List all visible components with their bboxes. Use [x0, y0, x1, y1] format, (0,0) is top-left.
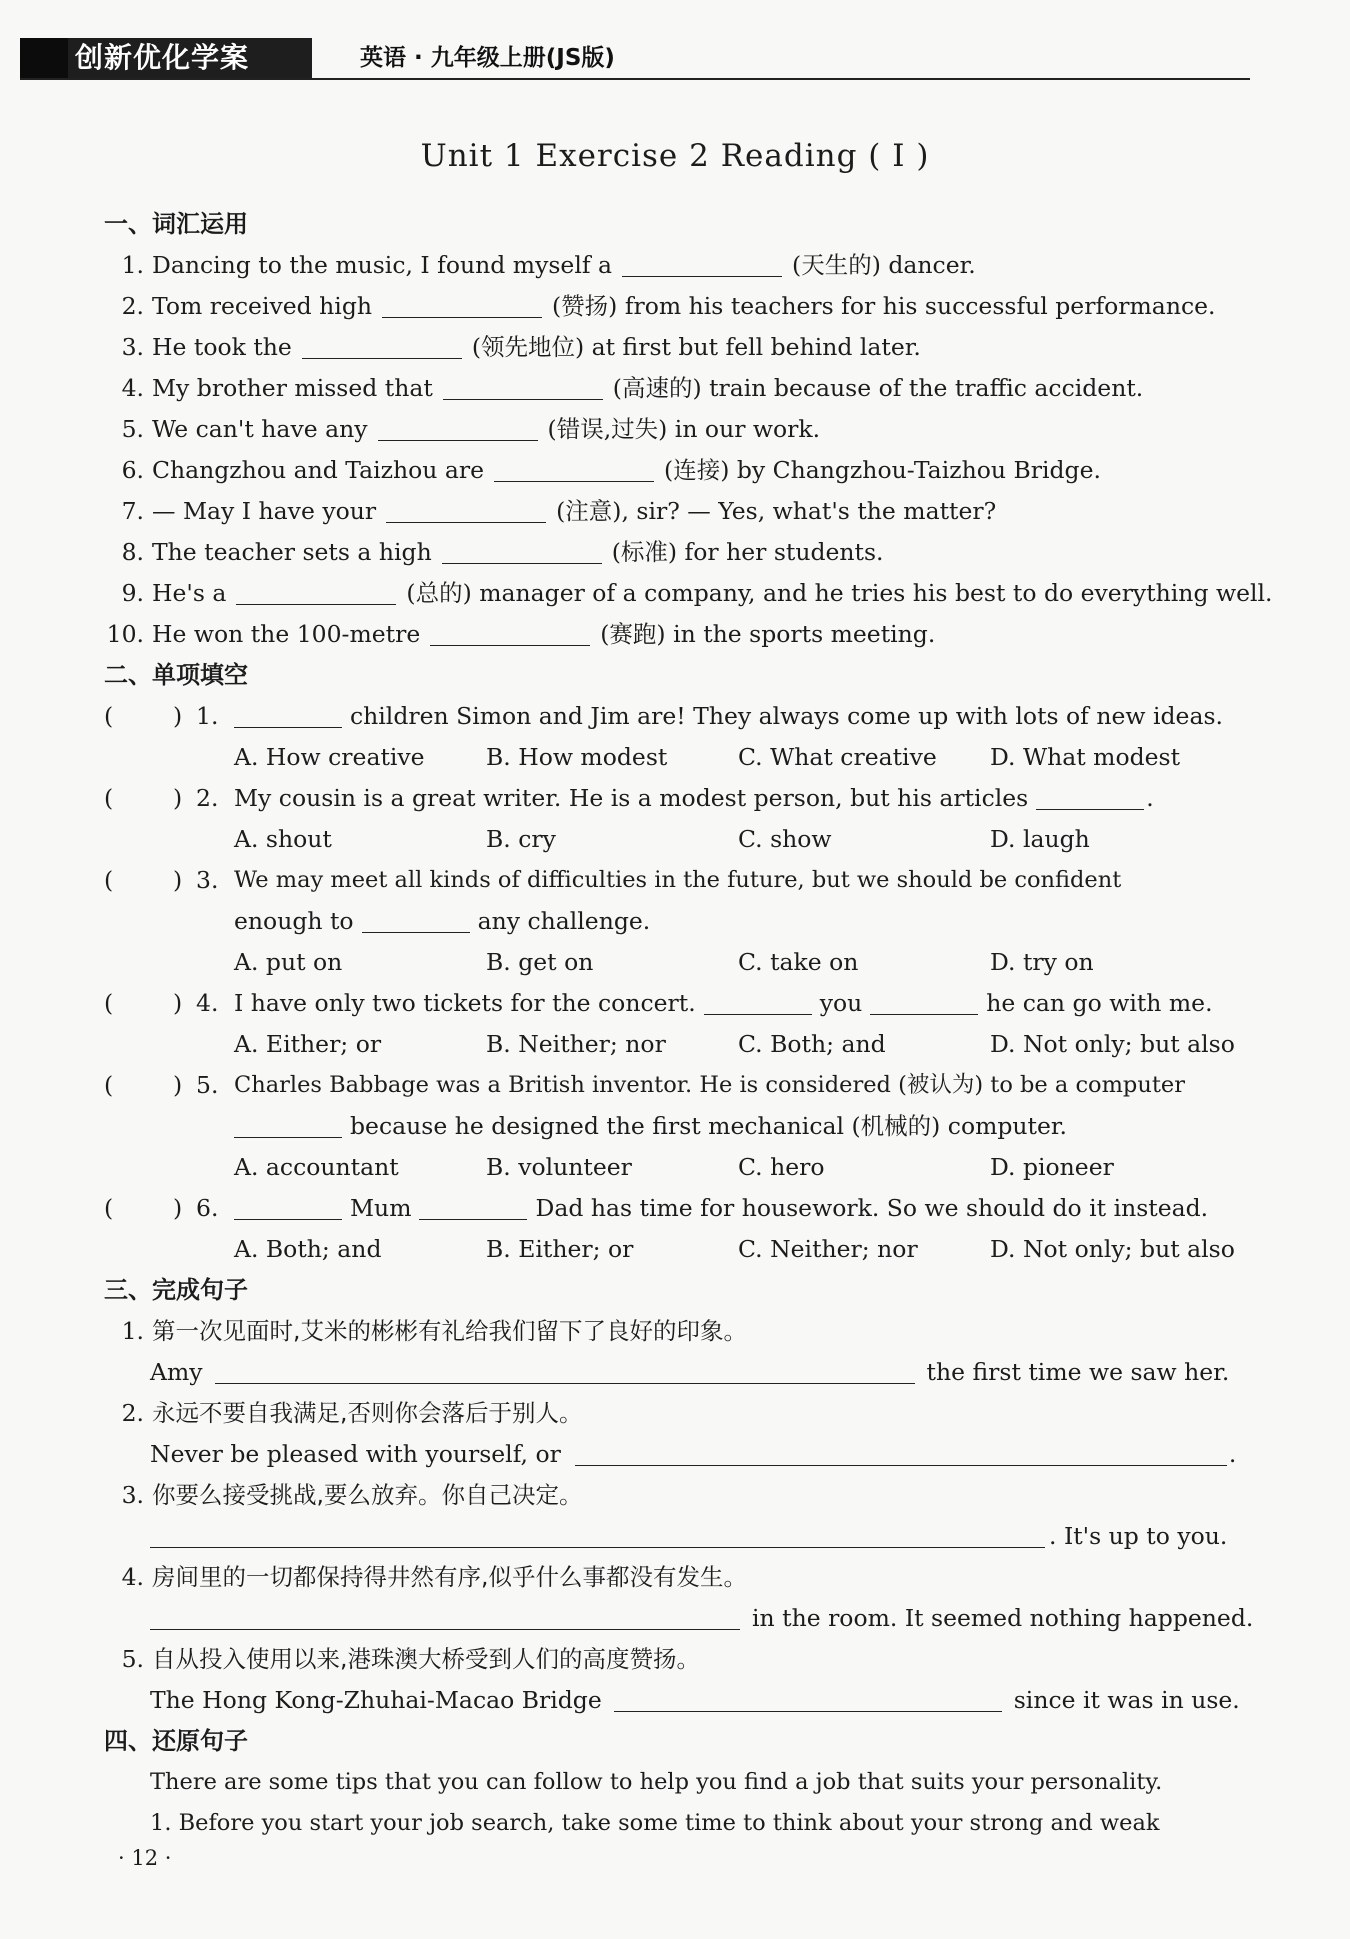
- item-text: He won the 100-metre: [152, 620, 421, 648]
- answer-paren-close: ): [173, 784, 183, 812]
- question-text: you: [819, 989, 863, 1017]
- option-d[interactable]: D. Not only; but also: [990, 1235, 1235, 1263]
- answer-paren-open: (: [104, 784, 114, 812]
- item-text: . It's up to you.: [1049, 1522, 1228, 1550]
- chinese-prompt: [98, 1311, 1263, 1352]
- vocab-item: [98, 450, 1263, 491]
- option-b[interactable]: B. How modest: [486, 743, 668, 771]
- answer-blank[interactable]: [378, 414, 538, 441]
- question-text: My cousin is a great writer. He is a modest person, but his articles: [234, 784, 1029, 812]
- item-text: We can't have any: [152, 415, 368, 443]
- question-number: 4.: [196, 989, 219, 1017]
- item-text: (高速的) train because of the traffic accident.: [612, 374, 1144, 402]
- item-text: The Hong Kong-Zhuhai-Macao Bridge: [150, 1686, 602, 1714]
- question-text: enough to: [234, 907, 354, 935]
- worksheet-content: [98, 204, 1273, 1844]
- vocab-item: [98, 409, 1263, 450]
- vocab-item: [98, 491, 1263, 532]
- item-text: Amy: [150, 1358, 203, 1386]
- question-number: 2.: [196, 784, 219, 812]
- option-row: [98, 737, 1263, 778]
- question-text: Charles Babbage was a British inventor. He is considered (被认为) to be a computer: [234, 1072, 1185, 1098]
- vocab-item: [98, 573, 1273, 614]
- option-a[interactable]: A. How creative: [234, 743, 425, 771]
- option-b[interactable]: B. Neither; nor: [486, 1030, 666, 1058]
- section-heading-vocab: 一、词汇运用: [104, 210, 248, 238]
- question-continuation: [98, 901, 1263, 942]
- option-row: [98, 819, 1263, 860]
- option-row: [98, 1229, 1263, 1270]
- item-number: 8.: [121, 538, 144, 566]
- item-number: 5.: [121, 1645, 144, 1673]
- answer-paren-close: ): [173, 866, 183, 894]
- vocab-item: [98, 286, 1263, 327]
- chinese-prompt: [98, 1639, 1263, 1680]
- answer-blank[interactable]: [494, 455, 654, 482]
- answer-paren-close: ): [173, 1194, 183, 1222]
- item-number: 9.: [121, 579, 144, 607]
- question-text: .: [1146, 784, 1154, 812]
- option-b[interactable]: B. volunteer: [486, 1153, 632, 1181]
- answer-paren-open: (: [104, 866, 114, 894]
- question-number: 1.: [196, 702, 219, 730]
- chinese-prompt: [98, 1557, 1263, 1598]
- section-heading-choice: 二、单项填空: [104, 661, 248, 689]
- answer-blank[interactable]: [234, 701, 342, 728]
- item-text: The teacher sets a high: [152, 538, 432, 566]
- choice-question: [98, 1188, 1263, 1229]
- answer-paren-open: (: [104, 1071, 114, 1099]
- option-d[interactable]: D. pioneer: [990, 1153, 1114, 1181]
- item-number: 10.: [106, 620, 144, 648]
- vocab-item: [98, 245, 1263, 286]
- item-number: 4.: [121, 1563, 144, 1591]
- option-row: [98, 942, 1263, 983]
- item-number: 1.: [121, 251, 144, 279]
- item-number: 4.: [121, 374, 144, 402]
- question-text: children Simon and Jim are! They always come up with lots of new ideas.: [350, 702, 1223, 730]
- answer-blank[interactable]: [234, 1111, 342, 1138]
- translation-line: [98, 1680, 1263, 1721]
- question-number: 3.: [196, 866, 219, 894]
- option-c[interactable]: C. hero: [738, 1153, 825, 1181]
- answer-blank[interactable]: [150, 1603, 740, 1630]
- option-d[interactable]: D. try on: [990, 948, 1094, 976]
- answer-blank[interactable]: [614, 1685, 1002, 1712]
- option-d[interactable]: D. What modest: [990, 743, 1181, 771]
- item-text: (错误,过失) in our work.: [547, 415, 821, 443]
- option-b[interactable]: B. cry: [486, 825, 556, 853]
- item-text: (天生的) dancer.: [792, 251, 976, 279]
- choice-question: [98, 1065, 1263, 1106]
- translation-line: [98, 1516, 1263, 1557]
- translation-line: [98, 1352, 1263, 1393]
- option-c[interactable]: C. Both; and: [738, 1030, 886, 1058]
- answer-blank[interactable]: [870, 988, 978, 1015]
- option-d[interactable]: D. Not only; but also: [990, 1030, 1235, 1058]
- item-text: Tom received high: [152, 292, 373, 320]
- answer-blank[interactable]: [704, 988, 812, 1015]
- question-text: Mum: [350, 1194, 412, 1222]
- option-c[interactable]: C. What creative: [738, 743, 937, 771]
- option-a[interactable]: A. Either; or: [234, 1030, 382, 1058]
- item-text: (领先地位) at first but fell behind later.: [471, 333, 921, 361]
- question-text: We may meet all kinds of difficulties in the future, but we should be confident: [234, 867, 1122, 893]
- subject-label: 英语 · 九年级上册(JS版): [360, 45, 615, 71]
- item-text: Dancing to the music, I found myself a: [152, 251, 613, 279]
- answer-paren-open: (: [104, 1194, 114, 1222]
- question-text: he can go with me.: [986, 989, 1213, 1017]
- option-a[interactable]: A. accountant: [234, 1153, 399, 1181]
- answer-blank[interactable]: [430, 619, 590, 646]
- item-number: 5.: [121, 415, 144, 443]
- vocab-item: [98, 532, 1263, 573]
- question-continuation: [98, 1106, 1263, 1147]
- item-number: 2.: [121, 292, 144, 320]
- answer-paren-open: (: [104, 702, 114, 730]
- vocab-item: [98, 327, 1263, 368]
- chinese-text: 第一次见面时,艾米的彬彬有礼给我们留下了良好的印象。: [152, 1317, 747, 1345]
- item-text: (总的) manager of a company, and he tries his best to do everything well.: [406, 579, 1273, 607]
- item-text: (标准) for her students.: [611, 538, 884, 566]
- option-a[interactable]: A. shout: [234, 825, 332, 853]
- answer-blank[interactable]: [442, 537, 602, 564]
- option-b[interactable]: B. Either; or: [486, 1235, 634, 1263]
- option-c[interactable]: C. show: [738, 825, 832, 853]
- header-rule: [20, 78, 1250, 80]
- option-row: [98, 1024, 1263, 1065]
- vocab-item: [98, 368, 1263, 409]
- option-c[interactable]: C. take on: [738, 948, 859, 976]
- item-text: Changzhou and Taizhou are: [152, 456, 485, 484]
- option-d[interactable]: D. laugh: [990, 825, 1090, 853]
- page-number: · 12 ·: [118, 1846, 172, 1870]
- answer-paren-close: ): [173, 702, 183, 730]
- item-text: in the room. It seemed nothing happened.: [752, 1604, 1254, 1632]
- page-header: [20, 38, 1250, 82]
- item-text: — May I have your: [152, 497, 377, 525]
- answer-blank[interactable]: [302, 332, 462, 359]
- chinese-prompt: [98, 1393, 1263, 1434]
- answer-blank[interactable]: [1036, 783, 1144, 810]
- answer-blank[interactable]: [234, 1193, 342, 1220]
- brand-banner: 创新优化学案: [20, 38, 312, 78]
- answer-blank[interactable]: [419, 1193, 527, 1220]
- translation-line: [98, 1598, 1263, 1639]
- chinese-text: 永远不要自我满足,否则你会落后于别人。: [152, 1399, 583, 1427]
- question-text: I have only two tickets for the concert.: [234, 989, 696, 1017]
- answer-paren-open: (: [104, 989, 114, 1017]
- item-number: 2.: [121, 1399, 144, 1427]
- choice-question: [98, 983, 1263, 1024]
- item-text: He took the: [152, 333, 292, 361]
- item-text: .: [1228, 1440, 1237, 1468]
- option-row: [98, 1147, 1263, 1188]
- answer-blank[interactable]: [382, 291, 542, 318]
- answer-paren-close: ): [173, 1071, 183, 1099]
- question-text: because he designed the first mechanical (机械的) computer.: [350, 1112, 1068, 1140]
- item-number: 3.: [121, 333, 144, 361]
- item-number: 6.: [121, 456, 144, 484]
- answer-blank[interactable]: [236, 578, 396, 605]
- vocab-item: [98, 614, 1263, 655]
- option-c[interactable]: C. Neither; nor: [738, 1235, 918, 1263]
- item-number: 7.: [121, 497, 144, 525]
- question-number: 6.: [196, 1194, 219, 1222]
- choice-question: [98, 778, 1263, 819]
- choice-question: [98, 696, 1263, 737]
- chinese-prompt: [98, 1475, 1263, 1516]
- page-title: Unit 1 Exercise 2 Reading ( Ⅰ ): [420, 138, 930, 174]
- item-text: (注意), sir? — Yes, what's the matter?: [556, 497, 997, 525]
- item-text: Never be pleased with yourself, or: [150, 1440, 561, 1468]
- passage-paragraph: 1. Before you start your job search, take some time to think about your strong and weak: [150, 1810, 1160, 1836]
- answer-blank[interactable]: [362, 906, 470, 933]
- option-a[interactable]: A. Both; and: [234, 1235, 382, 1263]
- option-b[interactable]: B. get on: [486, 948, 594, 976]
- answer-paren-close: ): [173, 989, 183, 1017]
- answer-blank[interactable]: [215, 1357, 915, 1384]
- brand-tab: [20, 38, 68, 78]
- passage-intro: There are some tips that you can follow to help you find a job that suits your personality.: [150, 1769, 1163, 1795]
- chinese-text: 自从投入使用以来,港珠澳大桥受到人们的高度赞扬。: [152, 1645, 700, 1673]
- answer-blank[interactable]: [575, 1439, 1227, 1466]
- answer-blank[interactable]: [622, 250, 782, 277]
- item-text: (连接) by Changzhou-Taizhou Bridge.: [664, 456, 1101, 484]
- choice-question: [98, 860, 1263, 901]
- item-text: (赛跑) in the sports meeting.: [600, 620, 936, 648]
- question-text: Dad has time for housework. So we should do it instead.: [535, 1194, 1209, 1222]
- question-number: 5.: [196, 1071, 219, 1099]
- answer-blank[interactable]: [150, 1521, 1045, 1548]
- item-text: (赞扬) from his teachers for his successful performance.: [552, 292, 1216, 320]
- question-text: any challenge.: [477, 907, 651, 935]
- item-text: He's a: [152, 579, 227, 607]
- item-text: the first time we saw her.: [926, 1358, 1230, 1386]
- item-number: 3.: [121, 1481, 144, 1509]
- translation-line: [98, 1434, 1263, 1475]
- item-text: since it was in use.: [1013, 1686, 1240, 1714]
- chinese-text: 你要么接受挑战,要么放弃。你自己决定。: [152, 1481, 583, 1509]
- option-a[interactable]: A. put on: [234, 948, 343, 976]
- item-number: 1.: [121, 1317, 144, 1345]
- item-text: My brother missed that: [152, 374, 433, 402]
- section-heading-restore: 四、还原句子: [104, 1727, 248, 1755]
- section-heading-complete: 三、完成句子: [104, 1276, 248, 1304]
- answer-blank[interactable]: [386, 496, 546, 523]
- answer-blank[interactable]: [443, 373, 603, 400]
- chinese-text: 房间里的一切都保持得井然有序,似乎什么事都没有发生。: [152, 1563, 747, 1591]
